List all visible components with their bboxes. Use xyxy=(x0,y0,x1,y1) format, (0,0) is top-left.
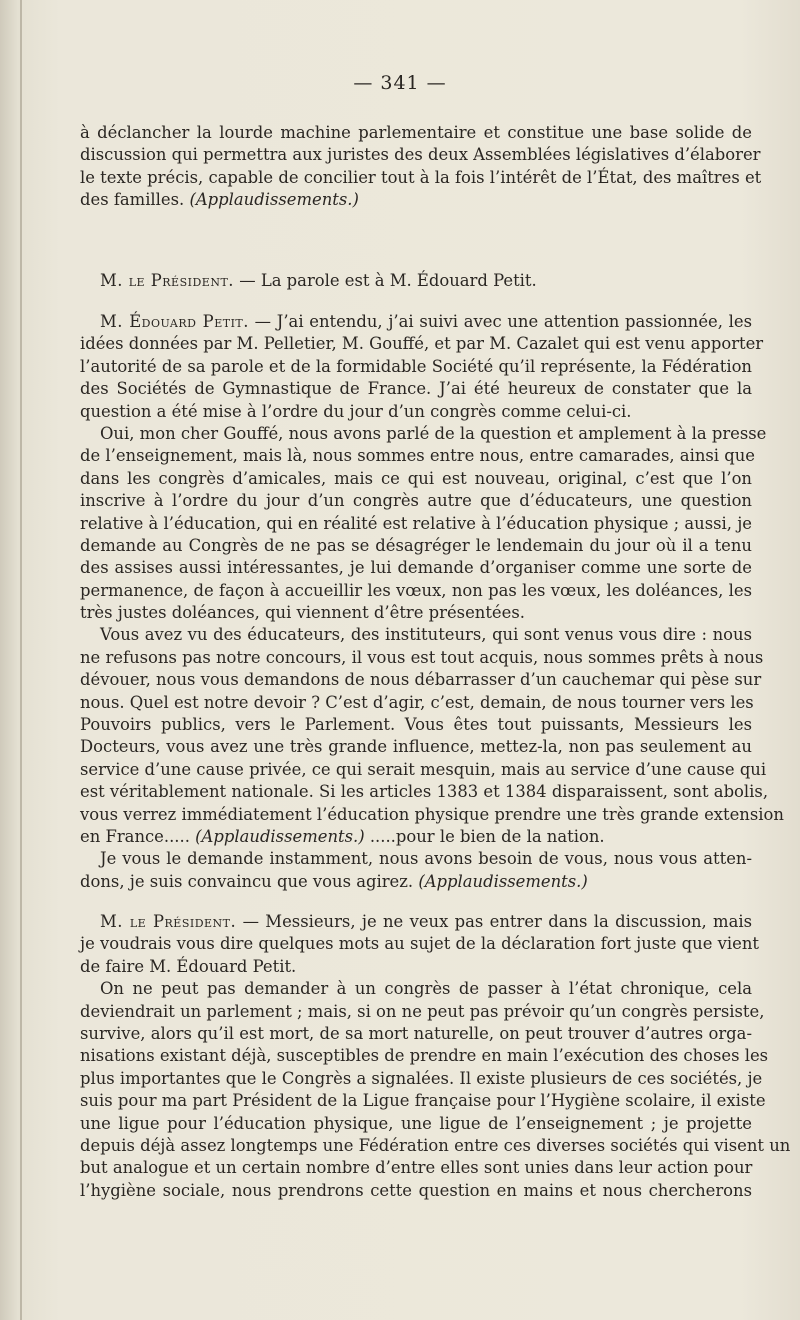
text-line: question a été mise à l’ordre du jour d’un congrès comme celui-ci. xyxy=(80,401,632,421)
text-line: Docteurs, vous avez une très grande influence, mettez-la, non pas seulement au xyxy=(80,737,752,757)
text-line: demande au Congrès de ne pas se désagréger le lendemain du jour où il a tenu xyxy=(80,535,752,555)
text-line-applause: dons, je suis convaincu que vous agirez. (Applaudissements.) xyxy=(80,871,588,891)
text-line: l’autorité de sa parole et de la formidable Société qu’il représente, la Fédération xyxy=(80,356,752,376)
page-number: — 341 — xyxy=(353,72,447,94)
text-line: Vous avez vu des éducateurs, des instituteurs, qui sont venus vous dire : nous xyxy=(100,625,752,645)
text-line: but analogue et un certain nombre d’entre elles sont unies dans leur action pour xyxy=(80,1158,753,1178)
text-line: très justes doléances, qui viennent d’être présentées. xyxy=(80,603,525,623)
text-line: Pouvoirs publics, vers le Parlement. Vous êtes tout puissants, Messieurs les xyxy=(80,715,752,735)
speaker-name: M. Édouard Petit. xyxy=(100,312,249,331)
applause-note: (Applaudissements.) xyxy=(418,871,588,891)
text-line: dévouer, nous vous demandons de nous débarrasser d’un cauchemar qui pèse sur xyxy=(80,670,762,690)
intro-paragraph xyxy=(80,122,762,212)
text-line: est véritablement nationale. Si les articles 1383 et 1384 disparaissent, sont abolis, xyxy=(80,782,769,802)
text-line: inscrive à l’ordre du jour d’un congrès autre que d’éducateurs, une question xyxy=(80,491,752,511)
page-spine-edge xyxy=(20,0,22,1320)
petit-speech xyxy=(80,311,784,893)
applause-note: (Applaudissements.) xyxy=(189,190,359,210)
text-line: deviendrait un parlement ; mais, si on ne peut pas prévoir qu’un congrès persiste, xyxy=(80,1001,765,1021)
text-line: à déclancher la lourde machine parlementaire et constitue une base solide de xyxy=(80,123,752,142)
text-line: Oui, mon cher Gouffé, nous avons parlé de la question et amplement à la presse xyxy=(100,423,767,443)
text-line: plus importantes que le Congrès a signalées. Il existe plusieurs de ces sociétés, je xyxy=(80,1068,763,1088)
text-line: suis pour ma part Président de la Ligue française pour l’Hygiène scolaire, il existe xyxy=(80,1091,766,1111)
applause-note: (Applaudissements.) xyxy=(195,826,365,846)
text-line: l’hygiène sociale, nous prendrons cette question en mains et nous chercherons xyxy=(80,1180,752,1200)
text-line: le texte précis, capable de concilier tout à la fois l’intérêt de l’État, des maîtres et xyxy=(80,167,762,187)
text-line: dans les congrès d’amicales, mais ce qui est nouveau, original, c’est que l’on xyxy=(80,468,752,488)
text-line: survive, alors qu’il est mort, de sa mort naturelle, on peut trouver d’autres orga- xyxy=(80,1023,752,1043)
speech-text: — J’ai entendu, j’ai suivi avec une attention passionnée, les xyxy=(254,312,752,331)
speaker-name: M. le Président. xyxy=(100,271,234,290)
text-line: discussion qui permettra aux juristes des deux Assemblées législatives d’élaborer xyxy=(80,145,761,165)
text-line xyxy=(80,270,752,292)
text-line: idées données par M. Pelletier, M. Gouffé, et par M. Cazalet qui est venu apporter xyxy=(80,334,764,354)
text-line: relative à l’éducation, qui en réalité est relative à l’éducation physique ; aussi, je xyxy=(80,513,752,533)
text-line: permanence, de façon à accueillir les vœux, non pas les vœux, les doléances, les xyxy=(80,580,752,600)
text-line: vous verrez immédiatement l’éducation physique prendre une très grande extension xyxy=(80,804,784,824)
text-line: nisations existant déjà, susceptibles de prendre en main l’exécution des choses les xyxy=(80,1046,769,1066)
text-line xyxy=(80,311,752,333)
text-line: service d’une cause privée, ce qui serait mesquin, mais au service d’une cause qui xyxy=(80,759,767,779)
text-line-applause: en France..... (Applaudissements.) .....pour le bien de la nation. xyxy=(80,826,605,846)
text-line: une ligue pour l’éducation physique, une ligue de l’enseignement ; je projette xyxy=(80,1113,752,1133)
text-line: On ne peut pas demander à un congrès de passer à l’état chronique, cela xyxy=(100,979,752,999)
text-line-applause: des familles. (Applaudissements.) xyxy=(80,190,359,210)
speaker-name: M. le Président. xyxy=(100,912,237,931)
text-line: nous. Quel est notre devoir ? C’est d’agir, c’est, demain, de nous tourner vers les xyxy=(80,692,754,712)
text-line: des assises aussi intéressantes, je lui demande d’organiser comme une sorte de xyxy=(80,558,752,578)
text-line: depuis déjà assez longtemps une Fédération entre ces diverses sociétés qui visent un xyxy=(80,1135,791,1155)
speech-text: — La parole est à M. Édouard Petit. xyxy=(239,271,537,290)
text-line: des Sociétés de Gymnastique de France. J’ai été heureux de constater que la xyxy=(80,379,752,399)
speech-text: — Messieurs, je ne veux pas entrer dans la discussion, mais xyxy=(242,912,753,931)
president-statement-1 xyxy=(80,270,752,292)
text-line: de l’enseignement, mais là, nous sommes entre nous, entre camarades, ainsi que xyxy=(80,446,755,466)
president-statement-2 xyxy=(80,911,791,1202)
text-line: Je vous le demande instamment, nous avons besoin de vous, nous vous atten- xyxy=(100,849,752,869)
text-line: ne refusons pas notre concours, il vous est tout acquis, nous sommes prêts à nous xyxy=(80,647,764,667)
text-line: de faire M. Édouard Petit. xyxy=(80,956,297,976)
text-line: je voudrais vous dire quelques mots au sujet de la déclaration fort juste que vient xyxy=(80,934,759,954)
text-line xyxy=(80,911,752,933)
